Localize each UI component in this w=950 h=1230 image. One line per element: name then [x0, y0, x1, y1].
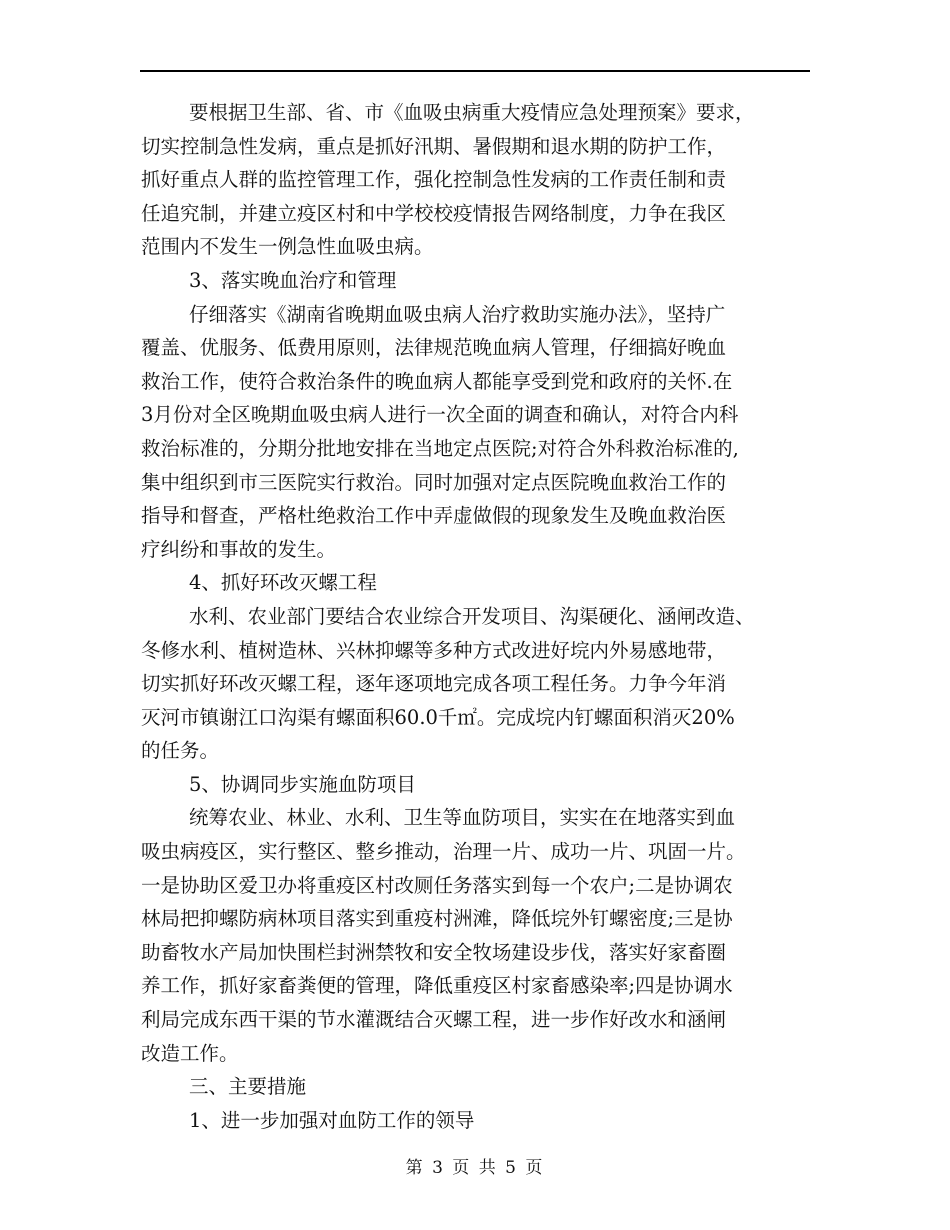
paragraph-line: 救治工作，使符合救治条件的晚血病人都能享受到党和政府的关怀.在: [141, 369, 733, 393]
paragraph-line: 灭河市镇谢江口沟渠有螺面积60.0千㎡。完成垸内钉螺面积消灭20%: [141, 705, 735, 729]
paragraph-line: 集中组织到市三医院实行救治。同时加强对定点医院晚血救治工作的: [141, 470, 727, 494]
paragraph-line: 吸虫病疫区，实行整区、整乡推动，治理一片、成功一片、巩固一片。: [141, 840, 746, 864]
paragraph-line: 抓好重点人群的监控管理工作，强化控制急性发病的工作责任制和责: [141, 168, 727, 192]
paragraph-line: 救治标准的，分期分批地安排在当地定点医院;对符合外科救治标准的,: [141, 436, 739, 460]
paragraph-line: 覆盖、优服务、低费用原则，法律规范晚血病人管理，仔细搞好晚血: [141, 336, 727, 360]
section-heading: 4、抓好环改灭螺工程: [189, 571, 377, 595]
paragraph-line: 仔细落实《湖南省晚期血吸虫病人治疗救助实施办法》，坚持广: [189, 302, 726, 326]
paragraph-line: 统筹农业、林业、水利、卫生等血防项目，实实在在地落实到血: [189, 806, 736, 830]
paragraph-line: 切实控制急性发病，重点是抓好汛期、暑假期和退水期的防护工作，: [141, 134, 727, 158]
page-footer: 第 3 页 共 5 页: [405, 1158, 545, 1178]
section-heading: 5、协调同步实施血防项目: [189, 772, 416, 796]
section-heading: 1、进一步加强对血防工作的领导: [189, 1108, 475, 1132]
section-heading: 3、落实晚血治疗和管理: [189, 268, 397, 292]
paragraph-line: 冬修水利、植树造林、兴林抑螺等多种方式改进好垸内外易感地带，: [141, 638, 727, 662]
section-heading: 三、主要措施: [189, 1075, 307, 1099]
header-rule: [140, 70, 810, 72]
paragraph-line: 任追究制，并建立疫区村和中学校校疫情报告网络制度，力争在我区: [141, 201, 727, 225]
paragraph-line: 助畜牧水产局加快围栏封洲禁牧和安全牧场建设步伐，落实好家畜圈: [141, 940, 727, 964]
paragraph-line: 改造工作。: [141, 1041, 239, 1065]
paragraph-line: 的任务。: [141, 739, 220, 763]
paragraph-line: 养工作，抓好家畜粪便的管理，降低重疫区村家畜感染率;四是协调水: [141, 974, 733, 998]
paragraph-line: 一是协助区爱卫办将重疫区村改厕任务落实到每一个农户;二是协调农: [141, 873, 733, 897]
paragraph-line: 切实抓好环改灭螺工程，逐年逐项地完成各项工程任务。力争今年消: [141, 672, 727, 696]
paragraph-line: 林局把抑螺防病林项目落实到重疫村洲滩，降低垸外钉螺密度;三是协: [141, 907, 733, 931]
paragraph-line: 要根据卫生部、省、市《血吸虫病重大疫情应急处理预案》要求，: [189, 101, 755, 124]
paragraph-line: 利局完成东西干渠的节水灌溉结合灭螺工程，进一步作好改水和涵闸: [141, 1008, 727, 1032]
paragraph-line: 疗纠纷和事故的发生。: [141, 537, 337, 561]
document-body: [141, 96, 811, 1137]
paragraph-line: 水利、农业部门要结合农业综合开发项目、沟渠硬化、涵闸改造、: [189, 604, 755, 628]
paragraph-line: 指导和督查，严格杜绝救治工作中弄虚做假的现象发生及晚血救治医: [141, 504, 727, 528]
paragraph-line: 范围内不发生一例急性血吸虫病。: [141, 235, 434, 259]
paragraph-line: 3月份对全区晚期血吸虫病人进行一次全面的调查和确认，对符合内科: [141, 403, 739, 427]
